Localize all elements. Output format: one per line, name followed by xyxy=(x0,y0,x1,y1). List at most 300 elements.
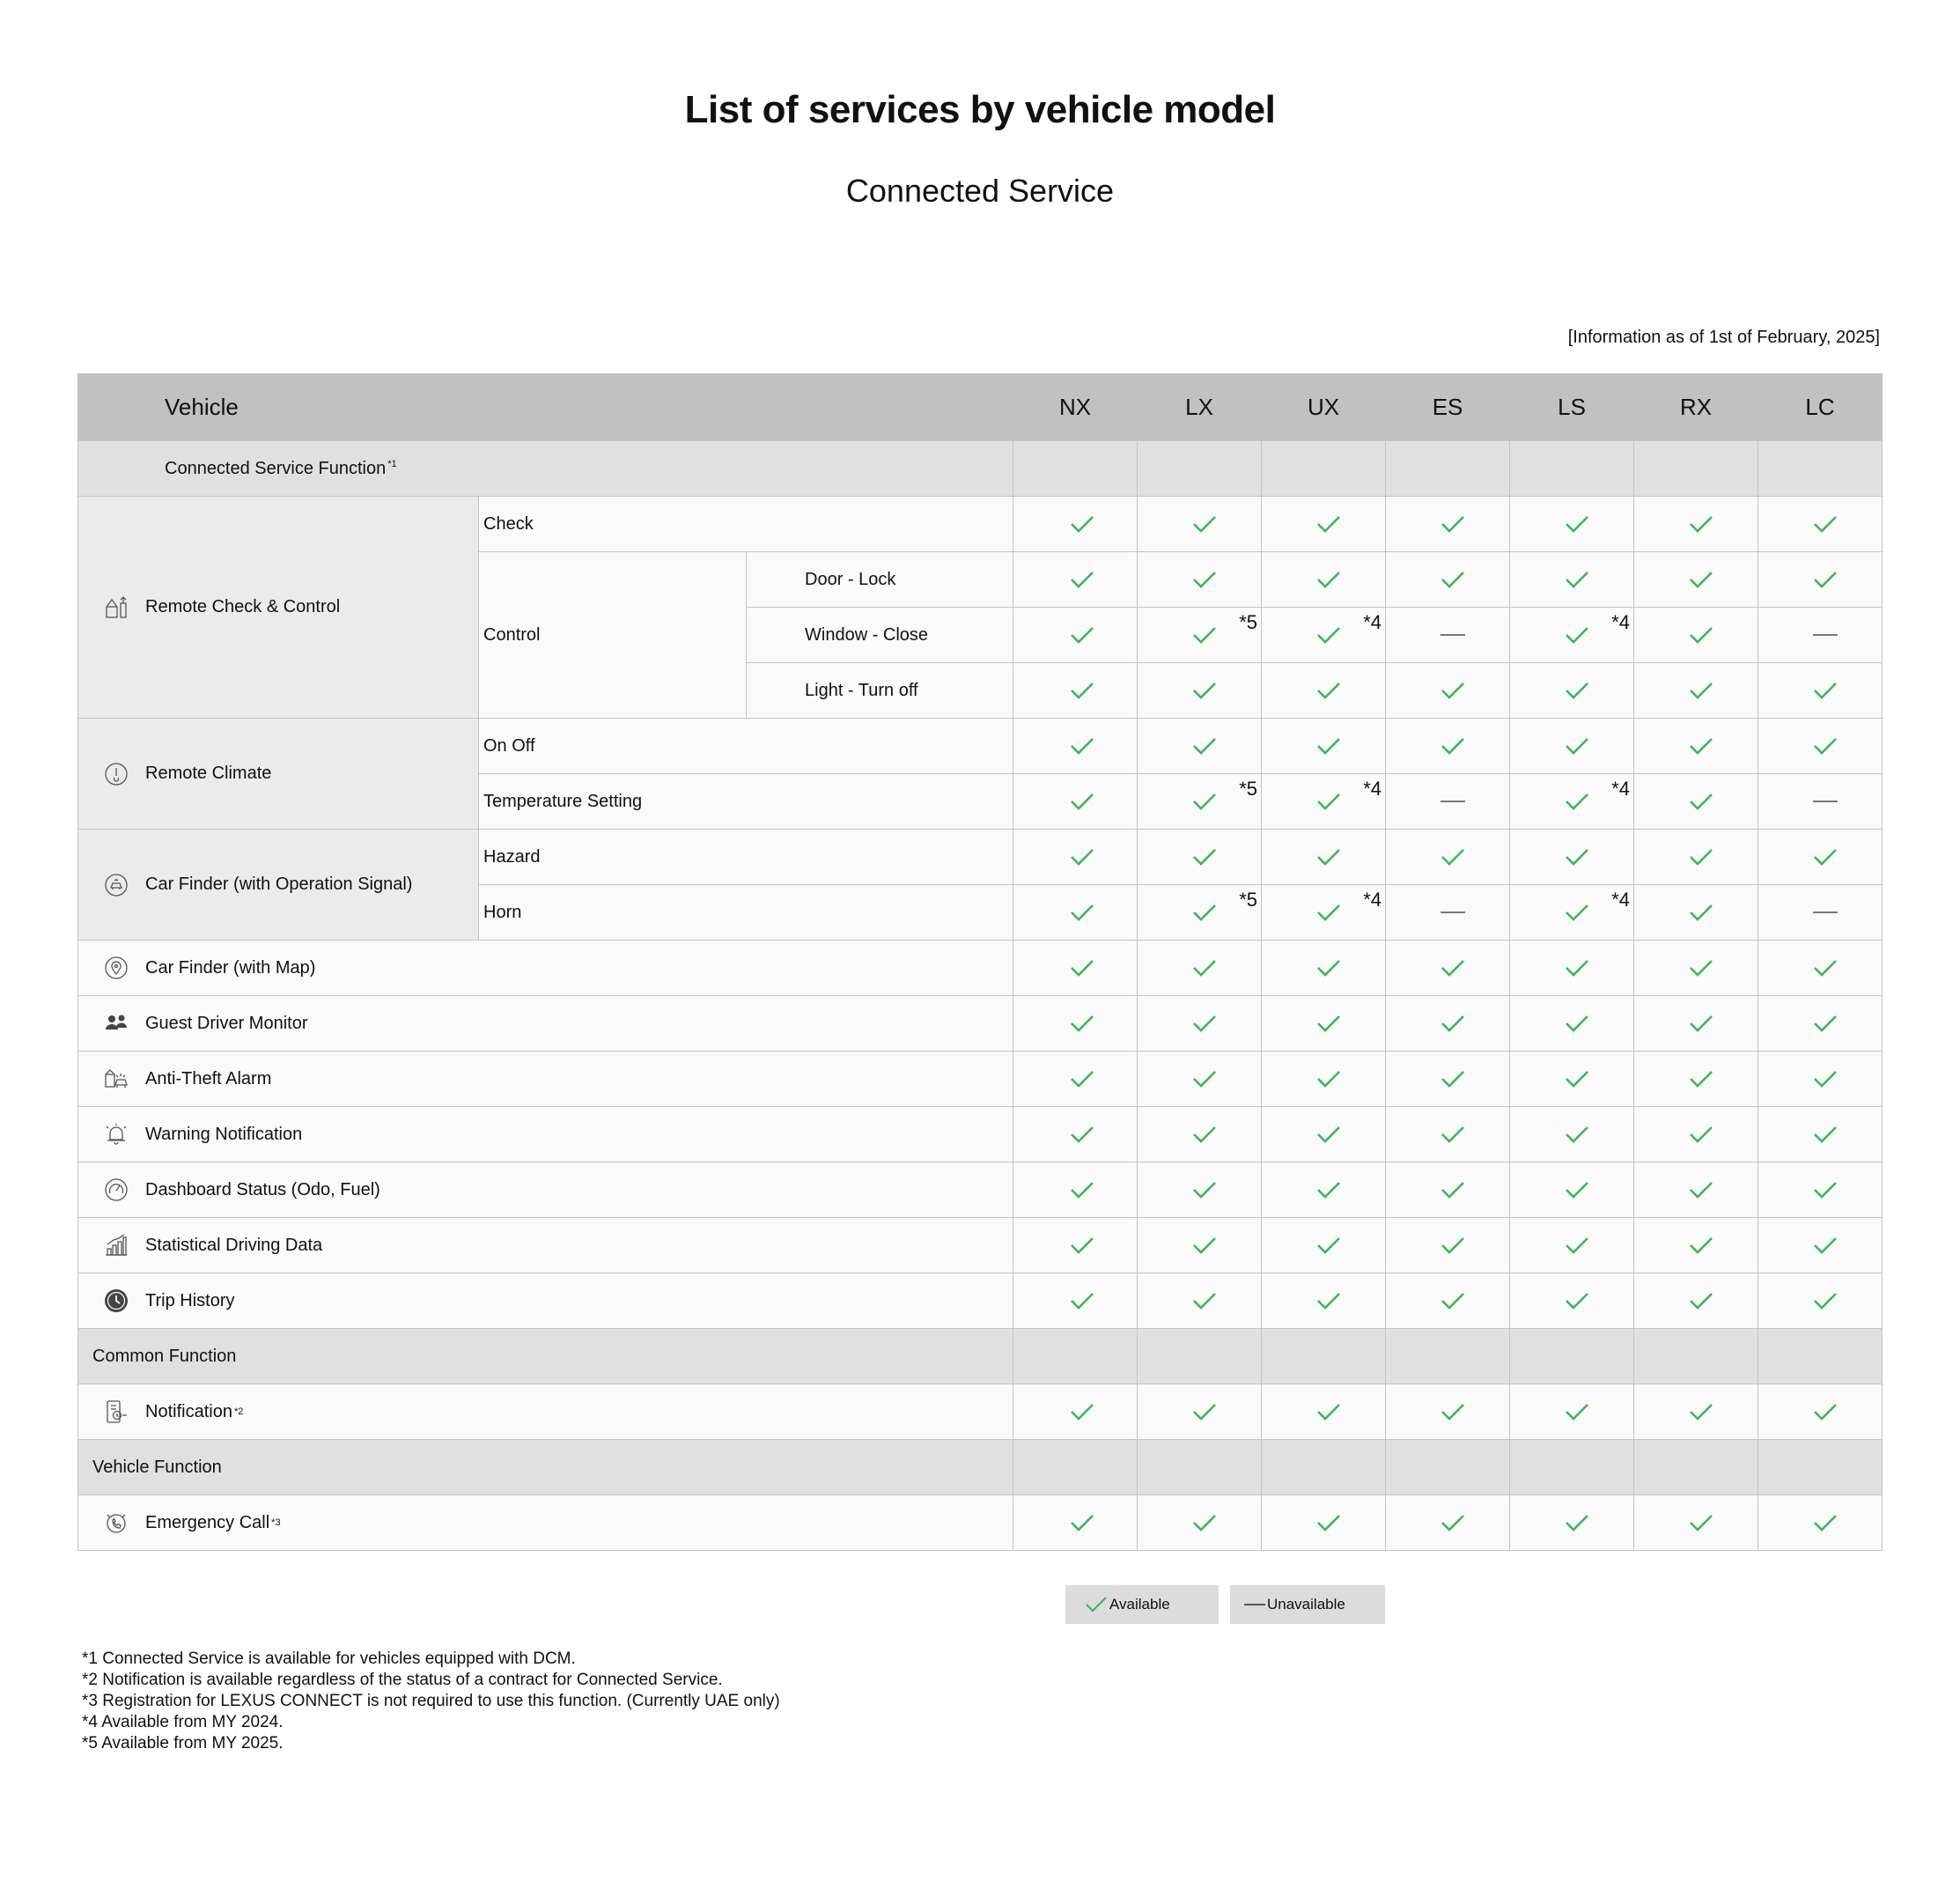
status-cell xyxy=(1510,1052,1634,1107)
check-icon xyxy=(1812,735,1838,756)
check-icon xyxy=(1191,902,1218,923)
status-cell xyxy=(1386,996,1510,1052)
status-cell xyxy=(1510,996,1634,1052)
footnote: *2 Notification is available regardless of the status of a contract for Connected Service. xyxy=(82,1671,723,1689)
check-icon xyxy=(1812,1124,1838,1145)
check-icon xyxy=(1440,1290,1466,1311)
check-icon xyxy=(1564,1290,1590,1311)
gauge-icon xyxy=(103,1177,129,1203)
footnote-marker: *4 xyxy=(1611,889,1631,911)
status-cell xyxy=(1013,663,1138,719)
check-icon xyxy=(1812,1235,1838,1256)
check-icon xyxy=(1315,513,1342,535)
check-icon xyxy=(1085,1596,1108,1613)
status-cell xyxy=(1138,1052,1262,1107)
notification-phone-icon xyxy=(103,1399,129,1425)
check-icon xyxy=(1564,1401,1590,1422)
status-cell xyxy=(1386,941,1510,996)
status-cell xyxy=(1758,1218,1883,1273)
check-icon xyxy=(1069,1512,1095,1533)
check-icon xyxy=(1440,1179,1466,1200)
status-cell xyxy=(1013,1162,1138,1218)
status-cell xyxy=(1634,1273,1758,1329)
check-icon xyxy=(1440,735,1466,756)
check-icon xyxy=(1315,1124,1342,1145)
check-icon xyxy=(1812,569,1838,590)
footnote: *3 Registration for LEXUS CONNECT is not required to use this function. (Currently UAE only) xyxy=(82,1692,780,1710)
alarm-car-icon xyxy=(103,1066,129,1092)
status-cell xyxy=(1758,608,1883,663)
check-icon xyxy=(1564,569,1590,590)
status-cell xyxy=(1758,996,1883,1052)
vehicle-header: Vehicle xyxy=(78,374,1013,441)
row-label: Horn xyxy=(479,885,1013,941)
check-icon xyxy=(1688,680,1714,701)
status-cell xyxy=(1634,1107,1758,1162)
check-icon xyxy=(1440,1013,1466,1034)
check-icon xyxy=(1315,846,1342,867)
status-cell xyxy=(1386,1052,1510,1107)
row-label: Light - Turn off xyxy=(747,663,1013,719)
check-icon xyxy=(1812,1013,1838,1034)
status-cell xyxy=(1634,1218,1758,1273)
dash-icon xyxy=(1441,634,1465,636)
status-cell xyxy=(1758,1052,1883,1107)
footnote-marker: *4 xyxy=(1611,611,1631,633)
check-icon xyxy=(1069,846,1095,867)
status-cell xyxy=(1510,608,1634,663)
climate-icon xyxy=(103,761,129,787)
check-icon xyxy=(1315,1235,1342,1256)
check-icon xyxy=(1069,569,1095,590)
footnote-marker: *4 xyxy=(1363,778,1382,800)
footnote-marker: *4 xyxy=(1363,889,1382,911)
row-label-cell xyxy=(78,1218,1013,1273)
check-icon xyxy=(1191,680,1218,701)
status-cell xyxy=(1510,1218,1634,1273)
group-label: Remote Climate xyxy=(145,764,272,783)
status-cell xyxy=(1013,1107,1138,1162)
check-icon xyxy=(1315,1512,1342,1533)
check-icon xyxy=(1191,1179,1218,1200)
table-row xyxy=(78,1384,1883,1440)
check-icon xyxy=(1688,957,1714,978)
table-row xyxy=(78,1273,1883,1329)
check-icon xyxy=(1564,1124,1590,1145)
status-cell xyxy=(1386,497,1510,552)
group-car-finder-signal xyxy=(78,830,479,941)
row-label: Notification xyxy=(145,1401,232,1421)
check-icon xyxy=(1191,1235,1218,1256)
check-icon xyxy=(1812,1290,1838,1311)
status-cell xyxy=(1510,663,1634,719)
status-cell xyxy=(1262,497,1386,552)
check-icon xyxy=(1564,791,1590,812)
status-cell xyxy=(1138,885,1262,941)
check-icon xyxy=(1069,1013,1095,1034)
subgroup-control: Control xyxy=(479,552,747,719)
group-remote-climate xyxy=(78,719,479,830)
status-cell xyxy=(1510,1107,1634,1162)
status-cell xyxy=(1013,1273,1138,1329)
table-row xyxy=(78,1495,1883,1551)
model-header: NX xyxy=(1013,374,1138,441)
status-cell xyxy=(1634,941,1758,996)
check-icon xyxy=(1564,1179,1590,1200)
check-icon xyxy=(1688,902,1714,923)
status-cell xyxy=(1138,1218,1262,1273)
check-icon xyxy=(1315,1179,1342,1200)
row-label: Emergency Call xyxy=(145,1512,270,1532)
check-icon xyxy=(1688,1401,1714,1422)
footnote-marker: *4 xyxy=(1363,611,1382,633)
check-icon xyxy=(1315,569,1342,590)
table-row xyxy=(78,996,1883,1052)
footnote-marker: *4 xyxy=(1611,778,1631,800)
check-icon xyxy=(1688,1068,1714,1089)
group-label: Car Finder (with Operation Signal) xyxy=(145,875,413,894)
dash-icon xyxy=(1441,911,1465,913)
row-label: Dashboard Status (Odo, Fuel) xyxy=(145,1179,380,1199)
page-title: List of services by vehicle model xyxy=(684,88,1276,131)
status-cell xyxy=(1758,1273,1883,1329)
check-icon xyxy=(1440,569,1466,590)
footnote-marker: *2 xyxy=(233,1406,244,1417)
check-icon xyxy=(1440,1512,1466,1533)
status-cell xyxy=(1634,1495,1758,1551)
check-icon xyxy=(1688,1179,1714,1200)
status-cell xyxy=(1013,1052,1138,1107)
row-label: Warning Notification xyxy=(145,1124,303,1144)
status-cell xyxy=(1758,663,1883,719)
row-label-cell xyxy=(78,1273,1013,1329)
check-icon xyxy=(1069,735,1095,756)
status-cell xyxy=(1262,1052,1386,1107)
check-icon xyxy=(1564,1235,1590,1256)
row-label: Car Finder (with Map) xyxy=(145,957,316,978)
guest-driver-icon xyxy=(103,1010,129,1037)
status-cell xyxy=(1013,830,1138,885)
check-icon xyxy=(1440,1235,1466,1256)
check-icon xyxy=(1564,1013,1590,1034)
status-cell xyxy=(1138,719,1262,774)
section-row xyxy=(78,1440,1883,1495)
status-cell xyxy=(1386,552,1510,608)
model-header: RX xyxy=(1634,374,1758,441)
check-icon xyxy=(1191,624,1218,646)
check-icon xyxy=(1191,513,1218,535)
status-cell xyxy=(1262,996,1386,1052)
row-label-cell xyxy=(78,1495,1013,1551)
check-icon xyxy=(1564,1068,1590,1089)
emergency-call-icon xyxy=(103,1509,129,1536)
footnote-marker: *5 xyxy=(1239,778,1258,800)
status-cell xyxy=(1013,885,1138,941)
status-cell xyxy=(1386,885,1510,941)
check-icon xyxy=(1191,1124,1218,1145)
model-header: ES xyxy=(1386,374,1510,441)
dash-icon xyxy=(1244,1604,1265,1605)
check-icon xyxy=(1069,513,1095,535)
status-cell xyxy=(1758,552,1883,608)
model-header: LX xyxy=(1138,374,1262,441)
check-icon xyxy=(1688,513,1714,535)
row-label: Temperature Setting xyxy=(479,774,1013,830)
section-label: Common Function xyxy=(78,1329,1013,1384)
check-icon xyxy=(1812,513,1838,535)
check-icon xyxy=(1315,791,1342,812)
status-cell xyxy=(1758,1384,1883,1440)
remote-control-icon xyxy=(103,594,129,621)
status-cell xyxy=(1138,941,1262,996)
row-label-cell xyxy=(78,941,1013,996)
check-icon xyxy=(1440,1068,1466,1089)
table-row xyxy=(78,497,1883,552)
status-cell xyxy=(1758,1107,1883,1162)
check-icon xyxy=(1069,680,1095,701)
check-icon xyxy=(1440,1124,1466,1145)
check-icon xyxy=(1069,1401,1095,1422)
status-cell xyxy=(1758,497,1883,552)
check-icon xyxy=(1812,1401,1838,1422)
table-row xyxy=(78,1107,1883,1162)
check-icon xyxy=(1440,1401,1466,1422)
status-cell xyxy=(1634,497,1758,552)
check-icon xyxy=(1812,846,1838,867)
clock-icon xyxy=(103,1288,129,1314)
table-row xyxy=(78,941,1883,996)
dash-icon xyxy=(1813,634,1838,636)
table-row xyxy=(78,719,1883,774)
status-cell xyxy=(1510,1495,1634,1551)
check-icon xyxy=(1812,1512,1838,1533)
status-cell xyxy=(1386,830,1510,885)
status-cell xyxy=(1262,941,1386,996)
check-icon xyxy=(1069,1235,1095,1256)
status-cell xyxy=(1634,830,1758,885)
status-cell xyxy=(1013,1495,1138,1551)
group-remote-check xyxy=(78,497,479,719)
status-cell xyxy=(1013,719,1138,774)
group-label: Remote Check & Control xyxy=(145,597,341,616)
status-cell xyxy=(1262,1495,1386,1551)
check-icon xyxy=(1069,624,1095,646)
status-cell xyxy=(1634,1384,1758,1440)
row-label-cell xyxy=(78,996,1013,1052)
check-icon xyxy=(1688,1290,1714,1311)
check-icon xyxy=(1688,1235,1714,1256)
check-icon xyxy=(1191,1013,1218,1034)
check-icon xyxy=(1440,680,1466,701)
status-cell xyxy=(1013,1384,1138,1440)
check-icon xyxy=(1315,1013,1342,1034)
check-icon xyxy=(1688,1013,1714,1034)
check-icon xyxy=(1440,846,1466,867)
check-icon xyxy=(1564,624,1590,646)
status-cell xyxy=(1138,830,1262,885)
status-cell xyxy=(1013,497,1138,552)
status-cell xyxy=(1510,1273,1634,1329)
status-cell xyxy=(1510,719,1634,774)
status-cell xyxy=(1386,719,1510,774)
check-icon xyxy=(1315,735,1342,756)
row-label: Statistical Driving Data xyxy=(145,1235,323,1255)
table-row xyxy=(78,1218,1883,1273)
row-label-cell xyxy=(78,1162,1013,1218)
status-cell xyxy=(1138,663,1262,719)
check-icon xyxy=(1191,1068,1218,1089)
check-icon xyxy=(1069,791,1095,812)
check-icon xyxy=(1688,624,1714,646)
dash-icon xyxy=(1441,801,1465,802)
status-cell xyxy=(1758,774,1883,830)
footnotes xyxy=(82,1649,780,1754)
status-cell xyxy=(1386,663,1510,719)
footnote: *1 Connected Service is available for vehicles equipped with DCM. xyxy=(82,1650,576,1668)
row-label-cell xyxy=(78,1107,1013,1162)
services-table xyxy=(77,373,1883,1551)
status-cell xyxy=(1138,774,1262,830)
status-cell xyxy=(1386,774,1510,830)
status-cell xyxy=(1013,996,1138,1052)
status-cell xyxy=(1510,1384,1634,1440)
map-pin-icon xyxy=(103,955,129,981)
row-label: On Off xyxy=(479,719,1013,774)
status-cell xyxy=(1262,1162,1386,1218)
footnote-marker: *5 xyxy=(1239,611,1258,633)
status-cell xyxy=(1138,1384,1262,1440)
check-icon xyxy=(1812,1068,1838,1089)
status-cell xyxy=(1262,1273,1386,1329)
footnote: *4 Available from MY 2024. xyxy=(82,1713,284,1731)
legend-unavailable-label: Unavailable xyxy=(1267,1596,1345,1613)
status-cell xyxy=(1386,1384,1510,1440)
row-label: Hazard xyxy=(479,830,1013,885)
status-cell xyxy=(1262,774,1386,830)
check-icon xyxy=(1564,1512,1590,1533)
status-cell xyxy=(1386,1162,1510,1218)
table-row xyxy=(78,1162,1883,1218)
status-cell xyxy=(1262,1384,1386,1440)
status-cell xyxy=(1262,719,1386,774)
check-icon xyxy=(1440,513,1466,535)
warning-bell-icon xyxy=(103,1121,129,1148)
status-cell xyxy=(1510,497,1634,552)
status-cell xyxy=(1262,608,1386,663)
table-row xyxy=(78,1052,1883,1107)
status-cell xyxy=(1634,885,1758,941)
row-label: Guest Driver Monitor xyxy=(145,1013,308,1033)
dash-icon xyxy=(1813,911,1838,913)
status-cell xyxy=(1138,1495,1262,1551)
status-cell xyxy=(1138,996,1262,1052)
status-cell xyxy=(1634,608,1758,663)
status-cell xyxy=(1758,885,1883,941)
page-subtitle: Connected Service xyxy=(845,173,1115,209)
check-icon xyxy=(1191,735,1218,756)
check-icon xyxy=(1440,957,1466,978)
status-cell xyxy=(1386,1218,1510,1273)
check-icon xyxy=(1812,680,1838,701)
model-header: UX xyxy=(1262,374,1386,441)
footnote-marker: *3 xyxy=(271,1517,281,1528)
check-icon xyxy=(1564,846,1590,867)
section-label xyxy=(78,441,1013,497)
status-cell xyxy=(1634,1052,1758,1107)
header-row xyxy=(78,374,1883,441)
check-icon xyxy=(1069,902,1095,923)
status-cell xyxy=(1510,1162,1634,1218)
check-icon xyxy=(1069,1290,1095,1311)
check-icon xyxy=(1564,957,1590,978)
row-label: Door - Lock xyxy=(747,552,1013,608)
check-icon xyxy=(1315,1068,1342,1089)
status-cell xyxy=(1386,1273,1510,1329)
section-label-text: Connected Service Function xyxy=(165,458,387,478)
status-cell xyxy=(1510,941,1634,996)
status-cell xyxy=(1138,497,1262,552)
status-cell xyxy=(1262,885,1386,941)
status-cell xyxy=(1138,608,1262,663)
status-cell xyxy=(1758,830,1883,885)
status-cell xyxy=(1138,1273,1262,1329)
row-label-cell xyxy=(78,1384,1013,1440)
check-icon xyxy=(1069,1179,1095,1200)
check-icon xyxy=(1191,791,1218,812)
status-cell xyxy=(1262,663,1386,719)
status-cell xyxy=(1262,1218,1386,1273)
check-icon xyxy=(1688,846,1714,867)
status-cell xyxy=(1138,1107,1262,1162)
status-cell xyxy=(1386,1495,1510,1551)
check-icon xyxy=(1191,1512,1218,1533)
check-icon xyxy=(1812,1179,1838,1200)
section-label: Vehicle Function xyxy=(78,1440,1013,1495)
table-row xyxy=(78,830,1883,885)
check-icon xyxy=(1564,735,1590,756)
check-icon xyxy=(1688,1512,1714,1533)
status-cell xyxy=(1510,885,1634,941)
check-icon xyxy=(1688,1124,1714,1145)
info-date: [Information as of 1st of February, 2025] xyxy=(1567,328,1880,347)
car-signal-icon xyxy=(103,872,129,898)
status-cell xyxy=(1758,1495,1883,1551)
row-label-cell xyxy=(78,1052,1013,1107)
status-cell xyxy=(1758,941,1883,996)
status-cell xyxy=(1634,552,1758,608)
row-label: Window - Close xyxy=(747,608,1013,663)
footnote-marker: *5 xyxy=(1239,889,1258,911)
check-icon xyxy=(1564,513,1590,535)
status-cell xyxy=(1013,941,1138,996)
status-cell xyxy=(1758,1162,1883,1218)
row-label: Anti-Theft Alarm xyxy=(145,1068,272,1089)
row-label: Check xyxy=(479,497,1013,552)
check-icon xyxy=(1315,957,1342,978)
status-cell xyxy=(1510,552,1634,608)
status-cell xyxy=(1634,996,1758,1052)
status-cell xyxy=(1262,830,1386,885)
legend-available xyxy=(1065,1585,1219,1624)
status-cell xyxy=(1138,552,1262,608)
check-icon xyxy=(1069,1068,1095,1089)
check-icon xyxy=(1315,902,1342,923)
section-row xyxy=(78,441,1883,497)
status-cell xyxy=(1634,774,1758,830)
status-cell xyxy=(1634,1162,1758,1218)
model-header: LC xyxy=(1758,374,1883,441)
check-icon xyxy=(1564,902,1590,923)
